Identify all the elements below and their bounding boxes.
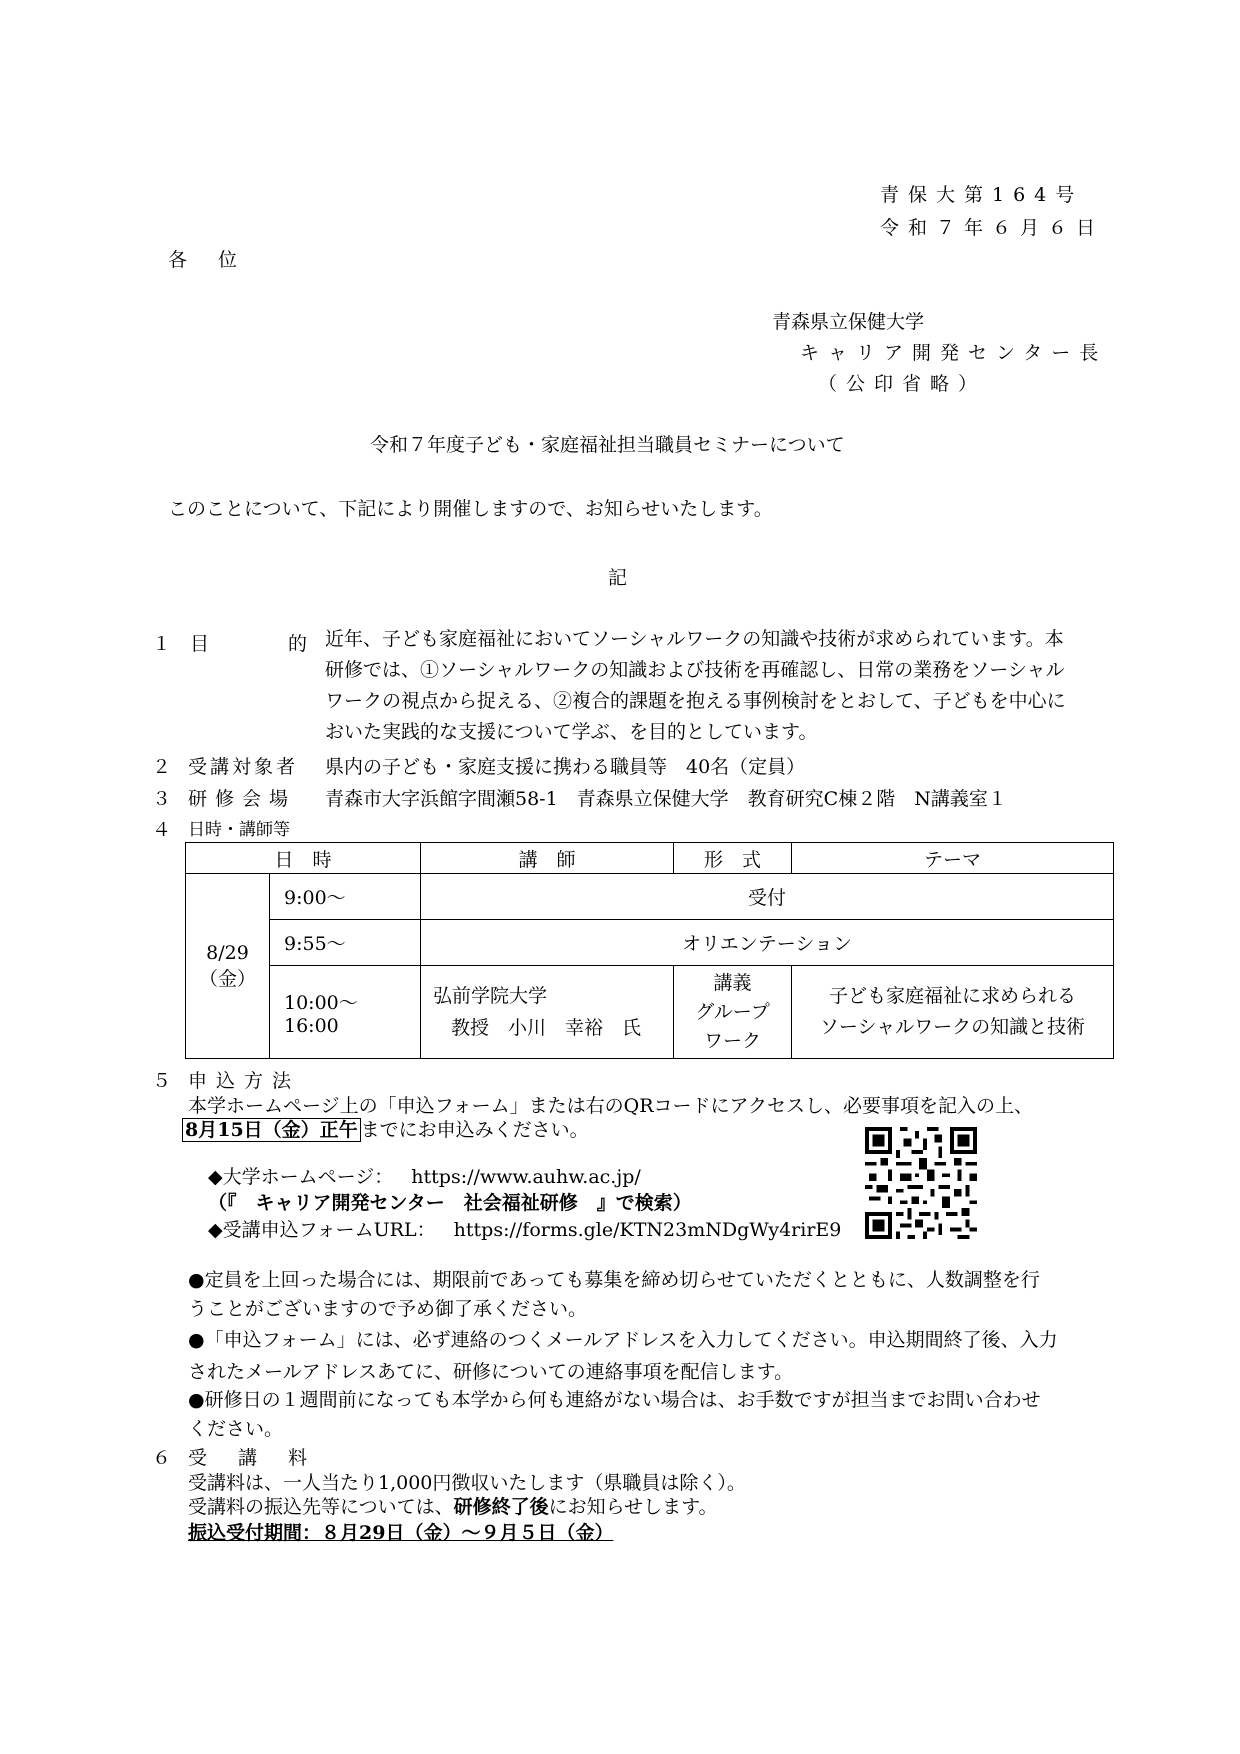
transfer-period: 振込受付期間：８月29日（金）～９月５日（金） (188, 1522, 614, 1544)
item2-number: ２ (152, 756, 172, 778)
item5-number: ５ (152, 1070, 172, 1092)
purpose-line: おいた実践的な支援について学ぶ、を目的としています。 (325, 721, 818, 743)
item2-label: 受講対象者 (188, 756, 299, 778)
header-theme: テーマ (792, 843, 1114, 874)
item4-number: ４ (152, 819, 172, 841)
header-datetime: 日 時 (186, 843, 421, 874)
item3-label: 研修会場 (188, 788, 297, 810)
theme-line: 子ども家庭福祉に求められる (829, 985, 1077, 1007)
note-3 (188, 1386, 1041, 1444)
document-number: 青保大第164号 (880, 184, 1084, 206)
session-date: 8/29 (206, 941, 249, 964)
note-line: うことがございますので予め御了承ください。 (188, 1298, 588, 1320)
table-row (186, 920, 1114, 966)
format-line: 講義 (713, 971, 752, 994)
fee-line2-a: 受講料の振込先等については、 (188, 1496, 454, 1518)
intro-text: このことについて、下記により開催しますので、お知らせいたします。 (168, 498, 773, 520)
purpose-line: 近年、子ども家庭福祉においてソーシャルワークの知識や技術が求められています。本 (325, 628, 1064, 650)
search-note: （『 キャリア開発センター 社会福祉研修 』で検索） (208, 1192, 692, 1214)
time-cell: 9:55～ (270, 920, 421, 966)
item1-number: １ (152, 633, 172, 655)
homepage-line (208, 1162, 641, 1189)
fee-line1: 受講料は、一人当たり1,000円徴収いたします（県職員は除く）。 (188, 1472, 746, 1494)
time-cell: 10:00～16:00 (270, 966, 421, 1059)
item4-label: 日時・講師等 (188, 820, 290, 840)
apply-line2 (182, 1115, 589, 1142)
note-line: されたメールアドレスあてに、研修についての連絡事項を配信します。 (188, 1361, 794, 1383)
lecturer-cell (421, 966, 674, 1059)
note-2 (188, 1324, 1058, 1388)
venue-text: 青森市大字浜館字間瀬58-1 青森県立保健大学 教育研究C棟２階 N講義室１ (325, 788, 1007, 810)
purpose-line: 研修では、①ソーシャルワークの知識および技術を再確認し、日常の業務をソーシャル (325, 659, 1065, 681)
fee-line2 (188, 1492, 718, 1519)
form-url-line (208, 1215, 841, 1242)
header-lecturer: 講 師 (421, 843, 674, 874)
deadline-highlight: 8月15日（金）正午 (182, 1118, 361, 1142)
ki-heading: 記 (608, 567, 628, 589)
seal-note: （公印省略） (818, 373, 987, 395)
lecturer-organization: 弘前学院大学 (433, 985, 548, 1007)
header-format: 形 式 (674, 843, 792, 874)
note-1 (188, 1266, 1040, 1324)
item6-label-a: 受 (188, 1447, 208, 1469)
theme-line: ソーシャルワークの知識と技術 (819, 1016, 1086, 1038)
note-line: ●「申込フォーム」には、必ず連絡のつくメールアドレスを入力してください。申込期間終了後、入力 (188, 1329, 1058, 1351)
item1-label-b: 的 (288, 633, 308, 655)
date-cell (186, 874, 270, 1059)
format-line: ワーク (704, 1029, 762, 1052)
note-line: ●定員を上回った場合には、期限前であっても募集を締め切らせていただくとともに、人数調整を行 (188, 1269, 1040, 1291)
apply-line2-rest: までにお申込みください。 (360, 1119, 589, 1141)
apply-line1: 本学ホームページ上の「申込フォーム」または右のQRコードにアクセスし、必要事項を記入の上、 (188, 1095, 1033, 1117)
sender-organization: 青森県立保健大学 (772, 311, 925, 333)
homepage-label: ◆大学ホームページ： (208, 1166, 394, 1188)
orientation-cell: オリエンテーション (421, 920, 1114, 966)
homepage-url-link[interactable]: https://www.auhw.ac.jp/ (411, 1166, 641, 1188)
form-url-link[interactable]: https://forms.gle/KTN23mNDgWy4rirE9 (453, 1219, 842, 1241)
format-cell (674, 966, 792, 1059)
table-header-row (186, 843, 1114, 874)
item6-label-c: 料 (288, 1447, 308, 1469)
item1-label-a: 目 (190, 633, 210, 655)
reception-cell: 受付 (421, 874, 1114, 920)
purpose-line: ワークの視点から捉える、②複合的課題を抱える事例検討をとおして、子どもを中心に (325, 690, 1066, 712)
table-row (186, 874, 1114, 920)
note-line: ください。 (188, 1418, 284, 1440)
item3-number: ３ (152, 788, 172, 810)
fee-line2-c: にお知らせします。 (548, 1496, 718, 1518)
fee-line2-bold: 研修終了後 (453, 1496, 549, 1518)
note-line: ●研修日の１週間前になっても本学から何も連絡がない場合は、お手数ですが担当までお問い合わせ (188, 1389, 1041, 1411)
sender-title: キャリア開発センター長 (800, 342, 1108, 364)
target-text: 県内の子ども・家庭支援に携わる職員等 40名（定員） (325, 756, 806, 778)
item6-number: ６ (152, 1447, 172, 1469)
qr-code-icon[interactable] (865, 1127, 977, 1239)
time-cell: 9:00～ (270, 874, 421, 920)
format-line: グループ (695, 1000, 770, 1023)
document-title: 令和７年度子ども・家庭福祉担当職員セミナーについて (370, 434, 845, 456)
table-row (186, 966, 1114, 1059)
item6-label-b: 講 (238, 1447, 258, 1469)
item5-label: 申込方法 (188, 1070, 301, 1092)
purpose-text (325, 624, 1066, 748)
theme-cell (792, 966, 1114, 1059)
form-url-label: ◆受講申込フォームURL： (208, 1219, 436, 1241)
lecturer-name: 教授 小川 幸裕 氏 (451, 1017, 642, 1039)
addressee: 各 位 (168, 249, 244, 271)
session-weekday: （金） (198, 967, 256, 990)
document-date: 令和７年６月６日 (880, 217, 1105, 239)
schedule-table (185, 842, 1114, 1059)
